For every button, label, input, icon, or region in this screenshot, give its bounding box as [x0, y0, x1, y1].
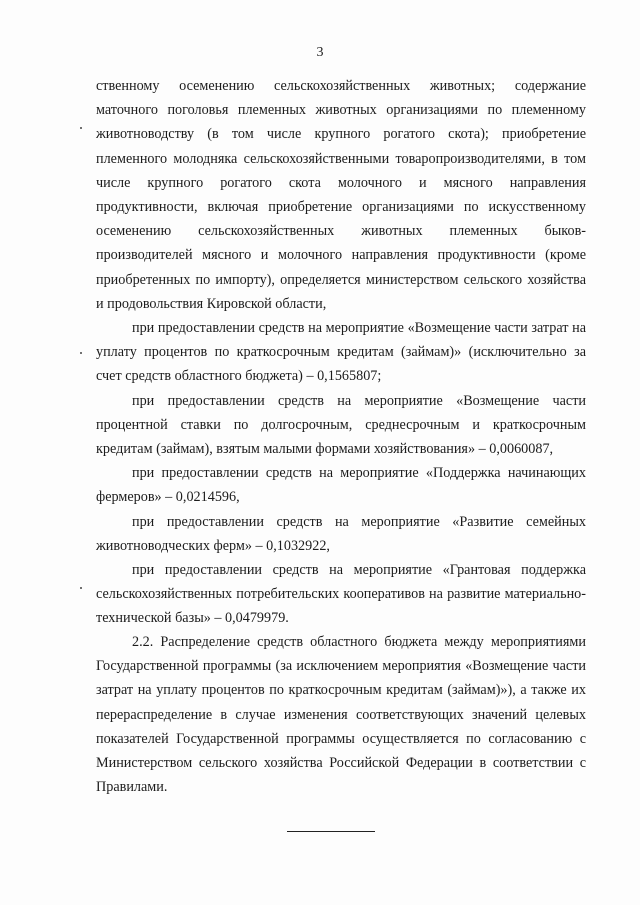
scan-speck [80, 127, 82, 129]
paragraph-short-term-credits: при предоставлении средств на мероприятие «Возмещение части затрат на уплату процентов по краткосрочным кредитам (займам)» (исключительно за счет средств областного бюджета) – 0,1565807; [96, 320, 586, 385]
body-text-list [96, 316, 586, 631]
scan-speck [80, 352, 82, 354]
paragraph-continuation: ственному осеменению сельскохозяйственных животных; содержание маточного поголовья племенных животных организациями по племенному животноводству (в том числе крупного рогатого скота); приобретение племенного молодняка сельскохозяйственными товаропроизводителями, в том числе крупного рогатого скота молочного и мясного направления продуктивности, включая приобретение организациями по искусственному осеменению сельскохозяйственных животных племенных быков-производителей мясного и молочного направления продуктивности (кроме приобретенных по импорту), определяется министерством сельского хозяйства и продовольствия Кировской области, [96, 78, 586, 312]
body-text-section [96, 630, 586, 799]
paragraph-cooperatives-grant: при предоставлении средств на мероприятие «Грантовая поддержка сельскохозяйственных потребительских кооперативов на развитие материально-технической базы» – 0,0479979. [96, 562, 586, 627]
paragraph-novice-farmers: при предоставлении средств на мероприятие «Поддержка начинающих фермеров» – 0,0214596, [96, 465, 586, 506]
page-number: 3 [316, 45, 324, 60]
body-text-top [96, 74, 586, 316]
scan-speck [80, 587, 82, 589]
paragraph-family-farms: при предоставлении средств на мероприятие «Развитие семейных животноводческих ферм» – 0,1032922, [96, 513, 586, 554]
paragraph-section-2-2: 2.2. Распределение средств областного бюджета между мероприятиями Государственной программы (за исключением мероприятия «Возмещение части затрат на уплату процентов по краткосрочным кредитам (займам)»), а также их перераспределение в случае изменения соответствующих значений целевых показателей Государственной программы осуществляется по согласованию с Министерством сельского хозяйства Российской Федерации в соответствии с Правилами. [96, 634, 586, 796]
footer-separator-line [287, 831, 375, 832]
paragraph-small-business-credits: при предоставлении средств на мероприятие «Возмещение части процентной ставки по долгосрочным, среднесрочным и краткосрочным кредитам (займам), взятым малыми формами хозяйствования» – 0,0060087, [96, 392, 586, 458]
